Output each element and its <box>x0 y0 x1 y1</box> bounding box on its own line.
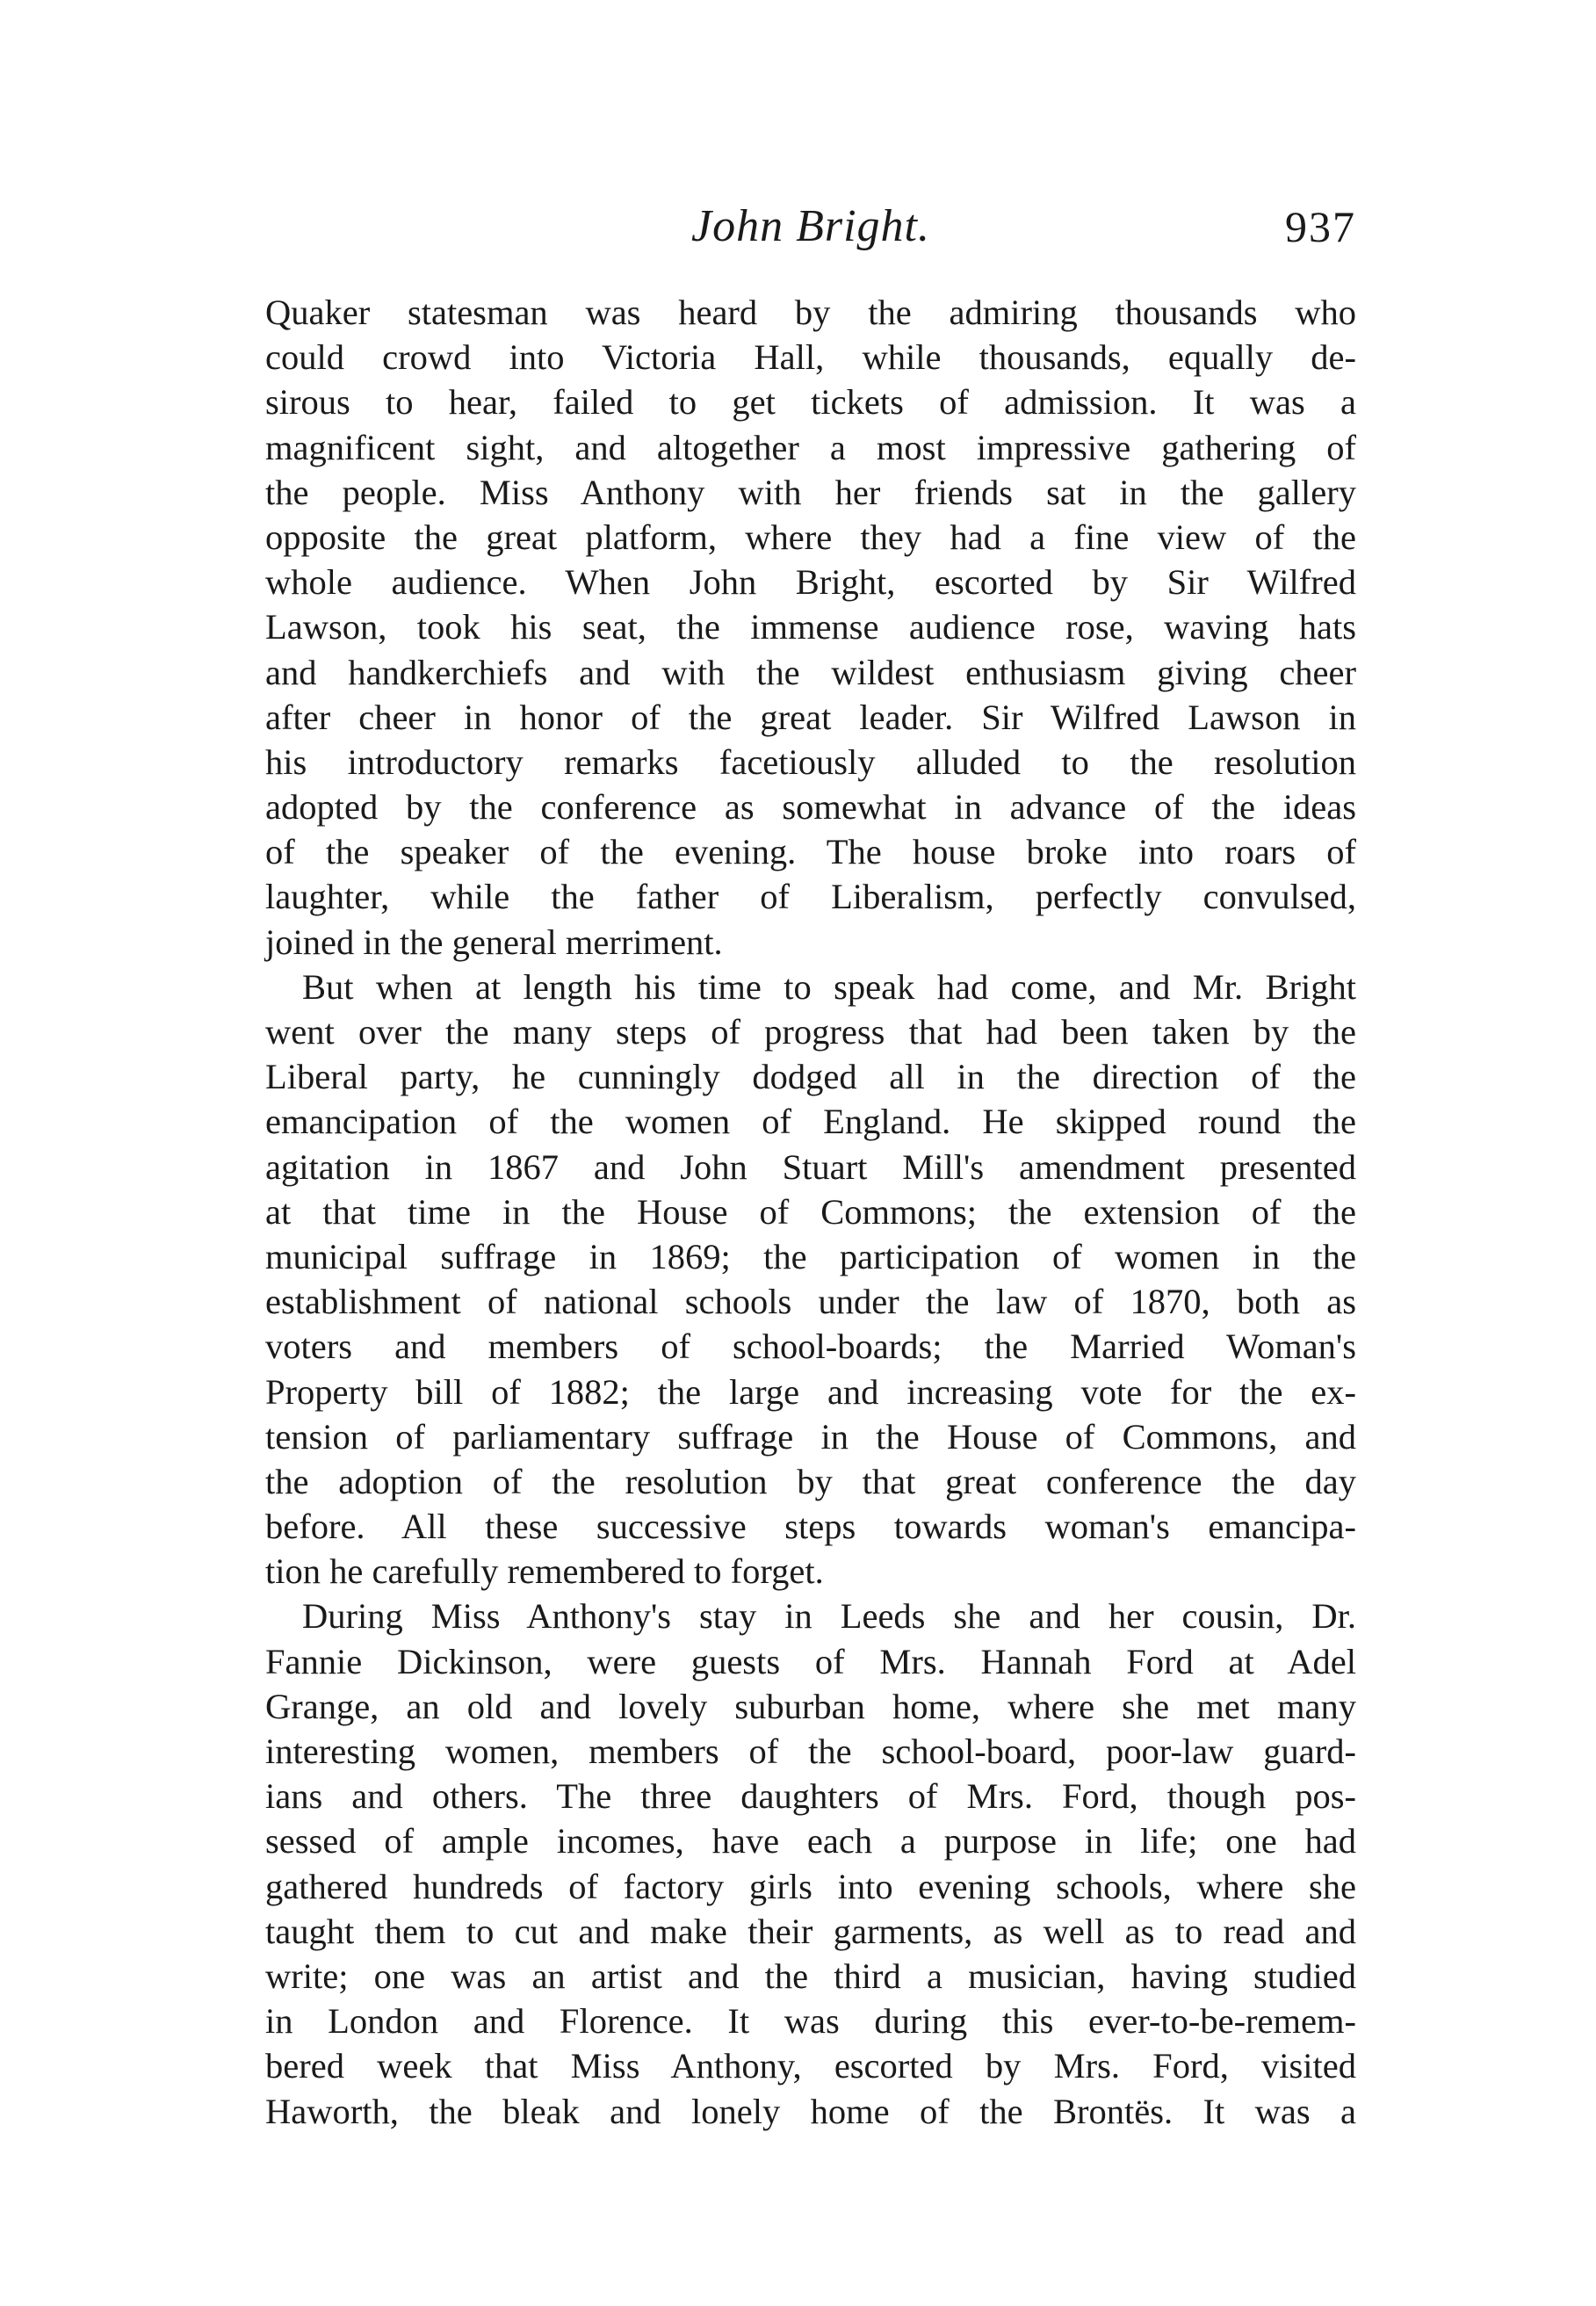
text-line: sirous to hear, failed to get tickets of admission. It was a <box>265 382 1356 423</box>
text-line: of the speaker of the evening. The house broke into roars of <box>265 832 1356 872</box>
text-line: and handkerchiefs and with the wildest enthusiasm giving cheer <box>265 652 1356 692</box>
text-line: magnificent sight, and altogether a most impressive gathering of <box>265 427 1356 467</box>
text-line: tion he carefully remembered to forget. <box>265 1551 824 1592</box>
text-line: whole audience. When John Bright, escorted by Sir Wilfred <box>265 562 1356 603</box>
text-line: municipal suffrage in 1869; the participation of women in the <box>265 1236 1356 1276</box>
text-line: Grange, an old and lovely suburban home, where she met many <box>265 1686 1356 1726</box>
text-line: voters and members of school-boards; the Married Woman's <box>265 1326 1356 1367</box>
text-line: Haworth, the bleak and lonely home of the Brontës. It was a <box>265 2091 1356 2131</box>
text-line: Liberal party, he cunningly dodged all in the direction of the <box>265 1057 1356 1097</box>
text-line: before. All these successive steps towards woman's emancipa- <box>265 1507 1356 1547</box>
paragraph-first-line: During Miss Anthony's stay in Leeds she and her cousin, Dr. <box>302 1596 1356 1637</box>
running-head <box>265 192 1356 262</box>
text-line: the adoption of the resolution by that great conference the day <box>265 1461 1356 1501</box>
text-line: his introductory remarks facetiously alluded to the resolution <box>265 741 1356 782</box>
text-line: at that time in the House of Commons; the extension of the <box>265 1191 1356 1232</box>
text-line: interesting women, members of the school-board, poor-law guard- <box>265 1731 1356 1771</box>
text-line: write; one was an artist and the third a musician, having studied <box>265 1955 1356 1996</box>
text-line: establishment of national schools under the law of 1870, both as <box>265 1282 1356 1322</box>
text-line: after cheer in honor of the great leader. Sir Wilfred Lawson in <box>265 697 1356 737</box>
text-line: joined in the general merriment. <box>265 922 723 962</box>
text-line: bered week that Miss Anthony, escorted by Mrs. Ford, visited <box>265 2046 1356 2086</box>
text-line: adopted by the conference as somewhat in advance of the ideas <box>265 787 1356 828</box>
text-line: gathered hundreds of factory girls into evening schools, where she <box>265 1866 1356 1906</box>
text-line: laughter, while the father of Liberalism, perfectly convulsed, <box>265 877 1356 917</box>
text-line: Quaker statesman was heard by the admiring thousands who <box>265 293 1356 332</box>
text-line: Lawson, took his seat, the immense audience rose, waving hats <box>265 607 1356 647</box>
text-line: taught them to cut and make their garments, as well as to read and <box>265 1911 1356 1951</box>
text-line: Property bill of 1882; the large and increasing vote for the ex- <box>265 1371 1356 1412</box>
text-line: sessed of ample incomes, have each a purpose in life; one had <box>265 1821 1356 1861</box>
text-line: could crowd into Victoria Hall, while thousands, equally de- <box>265 337 1356 378</box>
text-line: the people. Miss Anthony with her friends sat in the gallery <box>265 472 1356 512</box>
text-line: emancipation of the women of England. He skipped round the <box>265 1102 1356 1142</box>
text-line: in London and Florence. It was during this ever-to-be-remem- <box>265 2001 1356 2042</box>
text-line: Fannie Dickinson, were guests of Mrs. Hannah Ford at Adel <box>265 1641 1356 1681</box>
text-line: opposite the great platform, where they had a fine view of the <box>265 517 1356 557</box>
text-line: tension of parliamentary suffrage in the House of Commons, and <box>265 1416 1356 1457</box>
page-number: 937 <box>1285 202 1356 251</box>
body-text <box>265 290 1356 2134</box>
text-line: went over the many steps of progress that had been taken by the <box>265 1012 1356 1052</box>
running-title: John Bright. <box>691 201 930 251</box>
paragraph-first-line: But when at length his time to speak had come, and Mr. Bright <box>302 966 1356 1007</box>
text-line: ians and others. The three daughters of Mrs. Ford, though pos- <box>265 1776 1356 1817</box>
text-line: agitation in 1867 and John Stuart Mill's amendment presented <box>265 1146 1356 1187</box>
